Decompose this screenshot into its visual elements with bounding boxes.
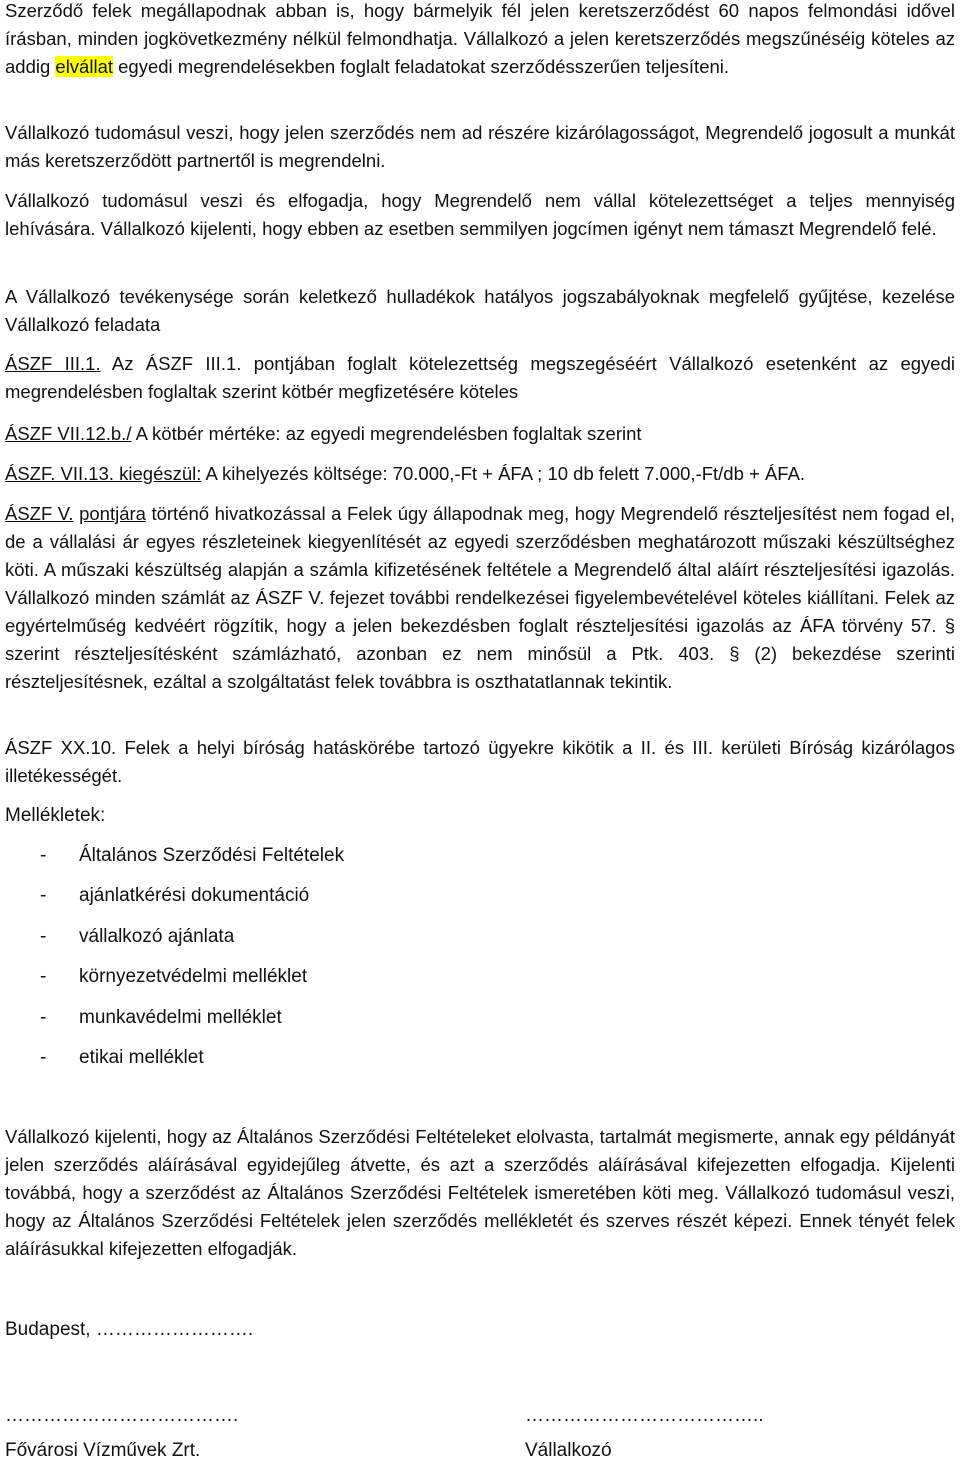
signature-line-right: ……………………………….. bbox=[525, 1405, 764, 1426]
place-date: Budapest, ……………………. bbox=[5, 1319, 254, 1340]
highlighted-word: elvállat bbox=[55, 56, 113, 77]
list-item: - ajánlatkérési dokumentáció bbox=[40, 885, 310, 907]
aszf-ref: ÁSZF VII.12.b./ bbox=[5, 423, 132, 444]
aszf-ref: ÁSZF. VII.13. kiegészül: bbox=[5, 463, 202, 484]
aszf-ref: pontjára bbox=[79, 503, 146, 524]
list-item: - munkavédelmi melléklet bbox=[40, 1006, 282, 1028]
signatory-right: Vállalkozó bbox=[525, 1440, 612, 1461]
paragraph-acknowledgement: Vállalkozó kijelenti, hogy az Általános Szerződési Feltételeket elolvasta, tartalmát megismerte, annak egy példányát jelen szerződés aláírásával egyidejűleg átvette, és azt a szerződés aláírásával kifejezetten elfogadja. Kijelenti továbbá, hogy a szerződést az Általános Szerződési Feltételek ismeretében köti meg. Vállalkozó tudomásul veszi, hogy az Általános Szerződési Feltételek jelen szerződés mellékletét és szerves részét képezi. Ennek tényét felek aláírásukkal kifejezetten elfogadják. bbox=[5, 1126, 955, 1259]
paragraph-jurisdiction: ÁSZF XX.10. Felek a helyi bíróság hatáskörébe tartozó ügyekre kikötik a II. és III. kerületi Bíróság kizárólagos illetékességét. bbox=[5, 737, 955, 786]
paragraph-quantity: Vállalkozó tudomásul veszi és elfogadja, hogy Megrendelő nem vállal kötelezettséget a teljes mennyiség lehívására. Vállalkozó kijelenti, hogy ebben az esetben semmilyen jogcímen igényt nem támaszt Megrendelő felé. bbox=[5, 190, 955, 239]
aszf-ref: ÁSZF V. bbox=[5, 503, 74, 524]
list-item: - környezetvédelmi melléklet bbox=[40, 966, 308, 988]
paragraph-penalty-amount: ÁSZF VII.12.b./ A kötbér mértéke: az egyedi megrendelésben foglaltak szerint bbox=[5, 423, 642, 444]
attachments-title: Mellékletek: bbox=[5, 805, 106, 826]
paragraph-placement-cost: ÁSZF. VII.13. kiegészül: A kihelyezés költsége: 70.000,-Ft + ÁFA ; 10 db felett 7.000,-Ft/db + ÁFA. bbox=[5, 463, 806, 484]
attachments-list bbox=[40, 842, 344, 1084]
paragraph-termination: Szerződő felek megállapodnak abban is, hogy bármelyik fél jelen keretszerződést 60 napos felmondási idővel írásban, minden jogkövetkezmény nélkül felmondhatja. Vállalkozó a jelen keretszerződés megszűnéséig köteles az addig elvállat egyedi megrendelésekben foglalt feladatokat szerződésszerűen teljesíteni. bbox=[5, 0, 955, 77]
paragraph-partial-performance: ÁSZF V. pontjára történő hivatkozással a Felek úgy állapodnak meg, hogy Megrendelő részteljesítést nem fogad el, de a vállalási ár egyes részleteinek kiegyenlítését az egyedi szerződésben meghatározott műszaki készültséghez köti. A műszaki készültség alapján a számla kifizetésének feltétele a Megrendelő által aláírt részteljesítési igazolás. Vállalkozó minden számlát az ÁSZF V. fejezet további rendelkezései figyelembevételével köteles kiállítani. Felek az egyértelműség kedvéért rögzítik, hogy a jelen bekezdésben foglalt részteljesítési igazolás az ÁFA törvény 57. § szerint részteljesítésként számlázható, azonban ez nem minősül a Ptk. 403. § (2) bekezdése szerinti részteljesítésnek, ezáltal a szolgáltatást felek továbbra is oszthatatlannak tekintik. bbox=[5, 503, 955, 692]
signature-line-left: ………………………………. bbox=[5, 1405, 239, 1426]
paragraph-exclusivity: Vállalkozó tudomásul veszi, hogy jelen szerződés nem ad részére kizárólagosságot, Megrendelő jogosult a munkát más keretszerződött partnertől is megrendelni. bbox=[5, 122, 955, 171]
paragraph-penalty: ÁSZF III.1. Az ÁSZF III.1. pontjában foglalt kötelezettség megszegéséért Vállalkozó esetenként az egyedi megrendelésben foglaltak szerint kötbér megfizetésére köteles bbox=[5, 353, 955, 402]
signatory-left: Fővárosi Vízművek Zrt. bbox=[5, 1440, 201, 1461]
aszf-ref: ÁSZF III.1. bbox=[5, 353, 101, 374]
list-item: - Általános Szerződési Feltételek bbox=[40, 845, 345, 866]
list-item: - etikai melléklet bbox=[40, 1046, 204, 1068]
paragraph-waste: A Vállalkozó tevékenysége során keletkező hulladékok hatályos jogszabályoknak megfelelő gyűjtése, kezelése Vállalkozó feladata bbox=[5, 286, 955, 335]
list-item: - vállalkozó ajánlata bbox=[40, 925, 235, 947]
